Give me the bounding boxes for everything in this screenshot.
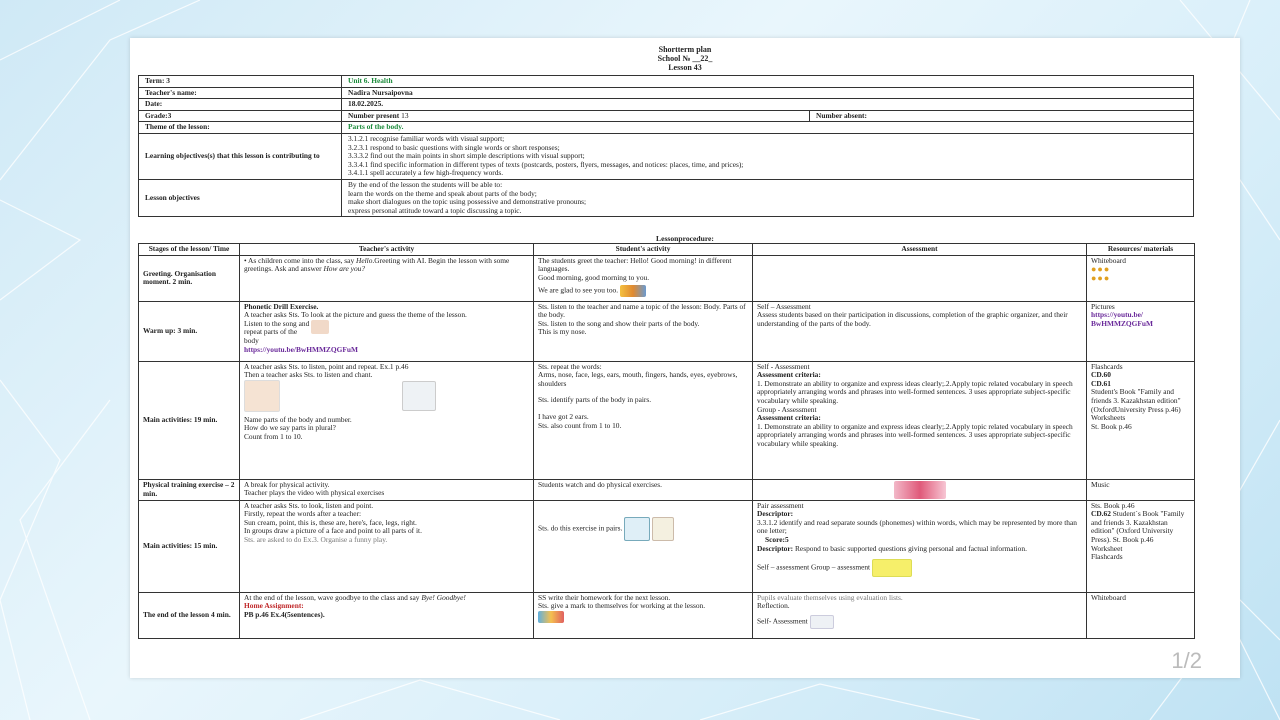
teacher-cell	[240, 361, 534, 479]
student-cell	[534, 301, 753, 361]
lesson-objectives-label: Lesson objectives	[139, 179, 342, 216]
text: PB p.46 Ex.4(5sentences).	[244, 609, 325, 619]
resources-cell	[1087, 301, 1195, 361]
text: Sts. Book p.46	[1091, 500, 1135, 510]
text: Descriptor:	[757, 543, 794, 553]
text: Assess students based on their participation in discussions, completion of the graphic organizer, and their understanding of the parts of the body.	[757, 310, 1068, 328]
assessment-cell	[753, 592, 1087, 638]
col-teacher: Teacher's activity	[240, 244, 534, 256]
teacher-cell	[240, 500, 534, 592]
text: Then a teacher asks Sts. to listen and chant.	[244, 370, 373, 380]
text: Sun cream, point, this is, these are, here's, face, legs, right.	[244, 517, 417, 527]
text: A teacher asks Sts. to look, listen and point.	[244, 500, 374, 510]
present-value: 13	[401, 110, 409, 120]
text: Sts. listen to the song and show their parts of the body.	[538, 318, 700, 328]
text: The students greet the teacher: Hello! Good morning! in different languages.	[538, 255, 732, 274]
objectives-label: Learning objectives(s) that this lesson is contributing to	[139, 133, 342, 179]
text: Sts. give a mark to themselves for working at the lesson.	[538, 601, 706, 611]
text: CD.61	[1091, 378, 1111, 388]
col-resources: Resources/ materials	[1087, 244, 1195, 256]
text: Descriptor:	[757, 509, 794, 519]
text: Arms, nose, face, legs, ears, mouth, fingers, hands, eyes, eyebrows, shoulders	[538, 370, 738, 388]
text: CD.62	[1091, 509, 1111, 519]
table-row	[139, 301, 1195, 361]
resources-cell: Whiteboard	[1087, 592, 1195, 638]
text: Sts. are asked to do Ex.3. Organise a funny play.	[244, 534, 388, 544]
objective-item: 3.2.3.1 respond to basic questions with single words or short responses;	[348, 142, 560, 152]
present-label: Number present	[348, 110, 400, 120]
table-row	[139, 87, 1194, 99]
theme-value: Parts of the body.	[342, 122, 1194, 134]
term-label: Term: 3	[139, 76, 342, 88]
evaluation-image	[538, 611, 564, 623]
text: Student`s Book "Family and friends 3. Kazakhstan edition" (Oxford University Press). St. Book p.46	[1091, 509, 1185, 544]
number-present	[342, 110, 810, 122]
theme-label: Theme of the lesson:	[139, 122, 342, 134]
text: Hello	[356, 255, 373, 265]
text: Sts. also count from 1 to 10.	[538, 420, 622, 430]
col-assessment: Assessment	[753, 244, 1087, 256]
stage-cell: Physical training exercise – 2 min.	[139, 479, 240, 500]
body-picture-image	[311, 320, 329, 334]
objective-item: 3.3.4.1 find specific information in different types of texts (postcards, posters, flyers, messages, and notices: places, time, and prices);	[348, 159, 744, 169]
text: Score:5	[765, 534, 789, 544]
teacher-cell	[240, 479, 534, 500]
objective-item: 3.4.1.1 spell accurately a few high-frequency words.	[348, 168, 504, 178]
body-parts-image	[244, 380, 280, 412]
grade-label: Grade:3	[139, 110, 342, 122]
text: Pupils evaluate themselves using evaluation lists.	[757, 592, 903, 602]
text: Sts. repeat the words:	[538, 361, 602, 371]
objective-item: 3.1.2.1 recognise familiar words with visual support;	[348, 133, 505, 143]
smiley-faces-icon: ●●● ●●●	[1091, 264, 1111, 283]
student-cell: Students watch and do physical exercises.	[534, 479, 753, 500]
absent-label: Number absent:	[810, 110, 1194, 122]
date-label: Date:	[139, 99, 342, 111]
stage-cell: Main activities: 19 min.	[139, 361, 240, 479]
text: CD.60	[1091, 370, 1111, 380]
text: Home Assignment:	[244, 601, 304, 611]
teacher-cell	[240, 301, 534, 361]
text: Self – Assessment	[757, 301, 811, 311]
text: Worksheet	[1091, 543, 1123, 553]
text: How do we say parts in plural?	[244, 423, 336, 433]
text: Firstly, repeat the words after a teacher:	[244, 509, 362, 519]
text: • As children come into the class, say	[244, 255, 356, 265]
text: Sts. listen to the teacher and name a topic of the lesson: Body. Parts of the body.	[538, 301, 746, 320]
assessment-cell	[753, 479, 1087, 500]
table-row	[139, 179, 1194, 216]
lesson-objective-item: By the end of the lesson the students will be able to:	[348, 179, 503, 189]
stage-cell: The end of the lesson 4 min.	[139, 592, 240, 638]
assessment-cell	[753, 361, 1087, 479]
resources-cell	[1087, 255, 1195, 301]
lesson-objective-item: express personal attitude toward a topic discussing a topic.	[348, 205, 522, 215]
resources-cell	[1087, 500, 1195, 592]
text: SS write their homework for the next lesson.	[538, 592, 671, 602]
stage-cell: Main activities: 15 min.	[139, 500, 240, 592]
table-row	[139, 255, 1195, 301]
pair-exercise-image-2	[652, 517, 674, 541]
youtube-link[interactable]: https://youtu.be/ BwHMMZQGFuM	[1091, 310, 1153, 328]
table-row	[139, 592, 1195, 638]
text: How are you?	[323, 264, 366, 274]
resources-cell: Music	[1087, 479, 1195, 500]
text: A break for physical activity.	[244, 479, 330, 489]
chant-worksheet-image	[402, 381, 436, 411]
text: Self- Assessment	[757, 616, 808, 626]
text: Worksheets	[1091, 413, 1126, 423]
text: Reflection.	[757, 601, 790, 611]
assessment-cell	[753, 255, 1087, 301]
teacher-label: Teacher's name:	[139, 87, 342, 99]
assessment-sheet-image	[872, 559, 912, 577]
lesson-objectives	[342, 179, 1194, 216]
text: Group - Assessment	[757, 404, 817, 414]
text: At the end of the lesson, wave goodbye to the class and say	[244, 592, 422, 602]
student-cell	[534, 500, 753, 592]
text: Count from 1 to 10.	[244, 431, 303, 441]
text: Pictures	[1091, 301, 1115, 311]
procedure-title: Lessonprocedure:	[656, 234, 714, 243]
table-row	[139, 122, 1194, 134]
text: Good morning, good morning to you.	[538, 272, 650, 282]
exercise-picture-image	[894, 481, 946, 499]
text: .Greeting with AI. Begin the lesson with some greetings. Ask and answer	[244, 255, 510, 274]
student-cell	[534, 592, 753, 638]
text: Self - Assessment	[757, 361, 810, 371]
student-cell	[534, 255, 753, 301]
col-stage: Stages of the lesson/ Time	[139, 244, 240, 256]
text: Bye! Goodbye!	[421, 592, 466, 602]
table-row	[139, 500, 1195, 592]
text: Self – assessment Group – assessment	[757, 562, 871, 572]
text: I have got 2 ears.	[538, 411, 589, 421]
text: Name parts of the body and number.	[244, 414, 352, 424]
teacher-cell	[240, 255, 534, 301]
text: In groups draw a picture of a face and point to all parts of it.	[244, 526, 422, 536]
pair-exercise-image	[624, 517, 650, 541]
text: St. Book p.46	[1091, 421, 1132, 431]
text: Student's Book "Family and friends 3. Kazakhstan edition" (OxfordUniversity Press p.46)	[1091, 387, 1181, 414]
date-value: 18.02.2025.	[342, 99, 1194, 111]
page-number: 1/2	[1171, 648, 1202, 673]
stage-cell: Warm up: 3 min.	[139, 301, 240, 361]
text: Assessment criteria:	[757, 413, 821, 423]
stage-cell: Greeting. Organisation moment. 2 min.	[139, 255, 240, 301]
text: 1. Demonstrate an ability to organize and express ideas clearly;.2.Apply topic related vocabulary in speech appropriately arranging words and phrases into well-formed sentences. 3 uses appropriate subject-specific vocabulary while speaking.	[757, 421, 1073, 448]
greeting-image	[620, 285, 646, 297]
table-row	[139, 76, 1194, 88]
text: A teacher asks Sts. to listen, point and repeat. Ex.1 p.46	[244, 361, 409, 371]
text: Flashcards	[1091, 552, 1123, 562]
learning-objectives	[342, 133, 1194, 179]
teacher-name: Nadira Nursaipovna	[342, 87, 1194, 99]
self-assessment-image	[810, 615, 834, 629]
doc-lesson: Lesson 43	[668, 63, 702, 72]
text: Sts. do this exercise in pairs.	[538, 523, 623, 533]
youtube-link[interactable]: https://youtu.be/BwHMMZQGFuM	[244, 344, 358, 354]
teacher-cell	[240, 592, 534, 638]
table-row	[139, 110, 1194, 122]
table-row	[139, 479, 1195, 500]
text: A teacher asks Sts. To look at the picture and guess the theme of the lesson.	[244, 310, 467, 320]
text: Listen to the song and repeat parts of the body	[244, 318, 310, 345]
text: 1. Demonstrate an ability to organize and express ideas clearly;.2.Apply topic related vocabulary in speech appropriately arranging words and phrases into well-formed sentences. 3 uses appropriate subject-specific vocabulary while speaking.	[757, 378, 1073, 405]
table-row	[139, 361, 1195, 479]
text: This is my nose.	[538, 327, 587, 337]
student-cell	[534, 361, 753, 479]
text: Flashcards	[1091, 361, 1123, 371]
lesson-objective-item: make short dialogues on the topic using possessive and demonstrative pronouns;	[348, 197, 587, 207]
table-header-row	[139, 244, 1195, 256]
text: Sts. identify parts of the body in pairs.	[538, 395, 652, 405]
objective-item: 3.3.3.2 find out the main points in short simple descriptions with visual support;	[348, 151, 585, 161]
procedure-table	[138, 243, 1195, 639]
table-row	[139, 99, 1194, 111]
text: Whiteboard	[1091, 255, 1126, 265]
text: Pair assessment	[757, 500, 804, 510]
resources-cell	[1087, 361, 1195, 479]
lesson-info-table	[138, 75, 1194, 217]
unit-value: Unit 6. Health	[342, 76, 1194, 88]
text: Respond to basic supported questions giving personal and factual information.	[794, 543, 1027, 553]
text: We are glad to see you too.	[538, 286, 619, 296]
document-header	[130, 38, 1240, 72]
doc-school: School № __22_	[657, 54, 713, 63]
text: Teacher plays the video with physical exercises	[244, 488, 385, 498]
text: Phonetic Drill Exercise.	[244, 301, 319, 311]
table-row	[139, 133, 1194, 179]
doc-title: Shortterm plan	[658, 45, 712, 54]
col-student: Student's activity	[534, 244, 753, 256]
assessment-cell	[753, 301, 1087, 361]
text: 3.3.1.2 identify and read separate sounds (phonemes) within words, which may be represented by more than one letter;	[757, 517, 1077, 536]
lesson-objective-item: learn the words on the theme and speak about parts of the body;	[348, 188, 537, 198]
text: Assessment criteria:	[757, 370, 821, 380]
assessment-cell	[753, 500, 1087, 592]
lesson-plan-document	[130, 38, 1240, 678]
